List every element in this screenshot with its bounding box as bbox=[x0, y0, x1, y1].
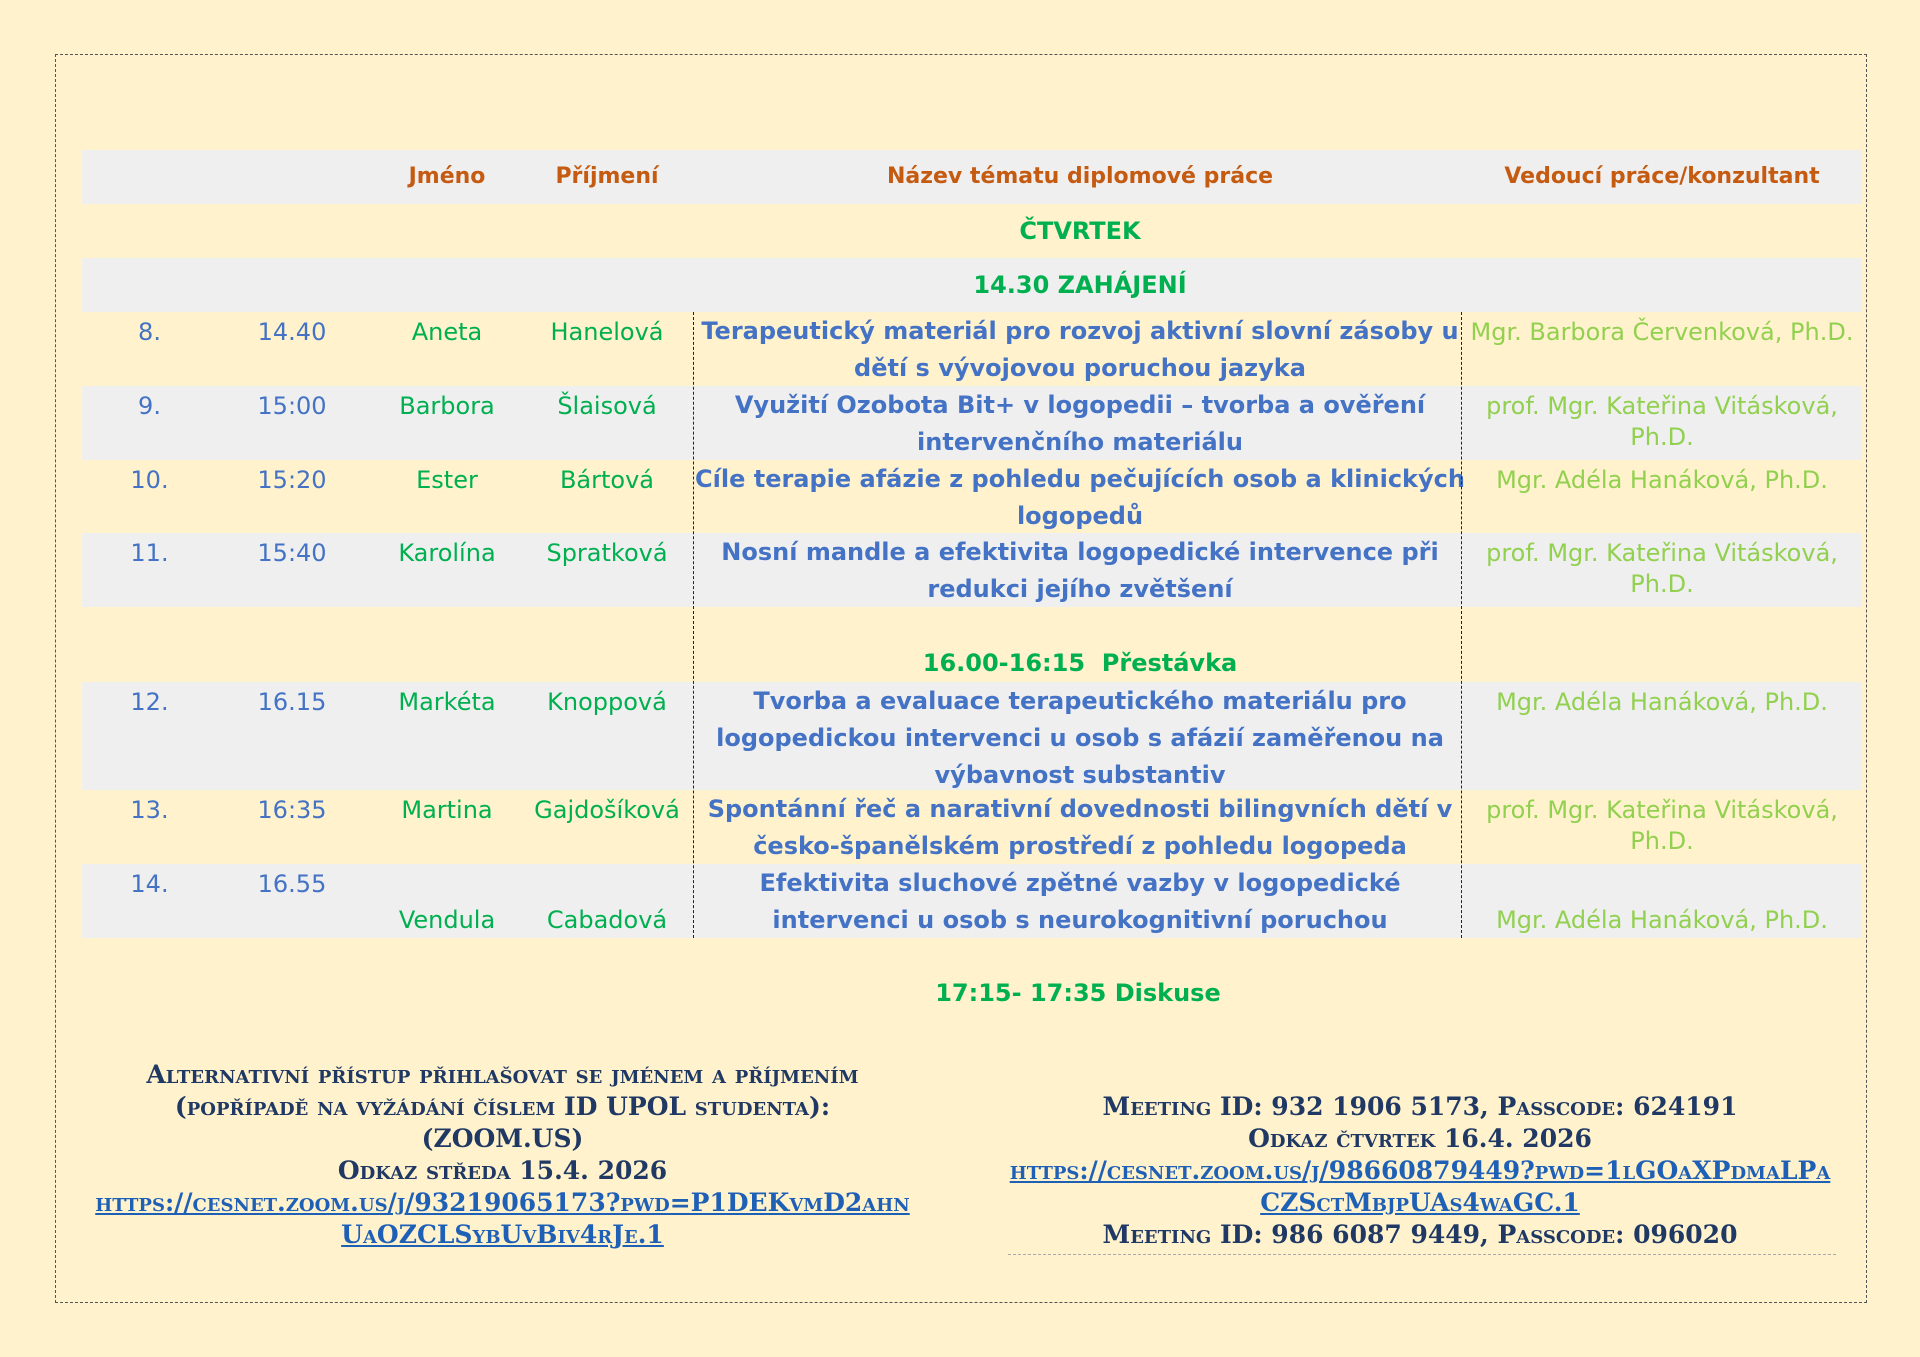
row-first-name: Aneta bbox=[411, 318, 483, 346]
row-topic: Spontánní řeč a narativní dovednosti bilingvních dětí v česko-španělském prostředí z pohledu logopeda bbox=[707, 795, 1453, 860]
row-last-name: Cabadová bbox=[546, 906, 668, 934]
row-number: 12. bbox=[130, 688, 169, 716]
wednesday-link-wrap bbox=[90, 1187, 915, 1251]
row-number: 9. bbox=[138, 392, 161, 420]
row-topic: Terapeutický materiál pro rozvoj aktivní slovní zásoby u dětí s vývojovou poruchou jazyka bbox=[701, 317, 1459, 382]
row-time: 15:00 bbox=[257, 392, 327, 420]
table-row bbox=[82, 386, 1862, 460]
thursday-zoom-link[interactable]: https://cesnet.zoom.us/j/98660879449?pwd=1lGOaXPdmaLPaCZSctMbjpUAs4waGC.1 bbox=[1009, 1156, 1831, 1217]
wednesday-link-label: Odkaz středa 15.4. 2026 bbox=[337, 1156, 668, 1185]
table-row bbox=[82, 682, 1862, 790]
column-divider bbox=[693, 312, 694, 938]
header-first-name: Jméno bbox=[408, 164, 486, 189]
row-topic: Nosní mandle a efektivita logopedické intervence při redukci jejího zvětšení bbox=[721, 538, 1439, 603]
row-supervisor: Mgr. Adéla Hanáková, Ph.D. bbox=[1496, 906, 1828, 934]
row-first-name: Ester bbox=[416, 466, 478, 494]
table-row bbox=[82, 864, 1862, 938]
row-first-name: Markéta bbox=[398, 688, 496, 716]
thursday-link-wrap bbox=[1005, 1155, 1835, 1219]
discussion-label: 17:15- 17:35 Diskuse bbox=[935, 979, 1221, 1007]
break-row bbox=[82, 607, 1862, 682]
row-last-name: Gajdošíková bbox=[534, 796, 680, 824]
row-supervisor: Mgr. Adéla Hanáková, Ph.D. bbox=[1496, 466, 1828, 494]
footer-left bbox=[90, 1059, 915, 1251]
header-supervisor: Vedoucí práce/konzultant bbox=[1504, 164, 1820, 189]
opening-row bbox=[82, 258, 1862, 312]
row-topic: Efektivita sluchové zpětné vazby v logopedické intervenci u osob s neurokognitivní poruchou bbox=[759, 869, 1401, 934]
row-first-name: Barbora bbox=[399, 392, 495, 420]
row-supervisor: prof. Mgr. Kateřina Vitásková, Ph.D. bbox=[1486, 796, 1838, 855]
row-supervisor: Mgr. Barbora Červenková, Ph.D. bbox=[1470, 318, 1854, 346]
thursday-link-label: Odkaz čtvrtek 16.4. 2026 bbox=[1248, 1124, 1592, 1153]
break-text: Přestávka bbox=[1101, 649, 1238, 677]
row-first-name: Karolína bbox=[398, 539, 496, 567]
footer-right bbox=[1005, 1091, 1835, 1251]
day-row bbox=[82, 204, 1862, 258]
day-label: ČTVRTEK bbox=[1019, 217, 1141, 245]
row-topic: Tvorba a evaluace terapeutického materiálu pro logopedickou intervenci u osob s afázií zaměřenou na výbavnost substantiv bbox=[716, 687, 1444, 789]
row-number: 10. bbox=[130, 466, 169, 494]
row-number: 13. bbox=[130, 796, 169, 824]
row-first-name: Martina bbox=[401, 796, 493, 824]
row-last-name: Hanelová bbox=[550, 318, 664, 346]
row-time: 15:20 bbox=[257, 466, 327, 494]
table-row bbox=[82, 533, 1862, 607]
row-time: 14.40 bbox=[257, 318, 327, 346]
header-last-name: Příjmení bbox=[555, 164, 659, 189]
row-last-name: Bártová bbox=[559, 466, 655, 494]
row-time: 15:40 bbox=[257, 539, 327, 567]
row-last-name: Šlaisová bbox=[557, 392, 657, 420]
row-number: 11. bbox=[130, 539, 169, 567]
alt-access-note: (popřípadě na vyžádání číslem ID UPOL studenta): bbox=[174, 1092, 831, 1121]
row-number: 14. bbox=[130, 870, 169, 898]
row-time: 16.55 bbox=[257, 870, 327, 898]
break-time: 16.00-16:15 bbox=[922, 649, 1086, 677]
row-number: 8. bbox=[138, 318, 161, 346]
table-header bbox=[82, 150, 1862, 204]
row-topic: Cíle terapie afázie z pohledu pečujících osob a klinických logopedů bbox=[695, 465, 1465, 530]
column-divider bbox=[1461, 312, 1462, 938]
break-label bbox=[695, 645, 1465, 681]
footer-separator bbox=[1008, 1254, 1836, 1255]
meeting-id-2: Meeting ID: 986 6087 9449, Passcode: 096020 bbox=[1102, 1220, 1738, 1249]
row-time: 16.15 bbox=[257, 688, 327, 716]
row-topic: Využití Ozobota Bit+ v logopedii – tvorba a ověření intervenčního materiálu bbox=[734, 391, 1426, 456]
table-row bbox=[82, 790, 1862, 864]
row-first-name: Vendula bbox=[398, 906, 496, 934]
row-supervisor: Mgr. Adéla Hanáková, Ph.D. bbox=[1496, 688, 1828, 716]
row-time: 16:35 bbox=[257, 796, 327, 824]
row-last-name: Spratková bbox=[546, 539, 668, 567]
meeting-id-1: Meeting ID: 932 1906 5173, Passcode: 624191 bbox=[1102, 1092, 1738, 1121]
zoom-label: (ZOOM.US) bbox=[421, 1124, 584, 1153]
row-supervisor: prof. Mgr. Kateřina Vitásková, Ph.D. bbox=[1486, 392, 1838, 451]
wednesday-zoom-link[interactable]: https://cesnet.zoom.us/j/93219065173?pwd=P1DEKvmD2ahnUaOZCLSybUvBiv4rJe.1 bbox=[95, 1188, 910, 1249]
header-topic: Název tématu diplomové práce bbox=[886, 164, 1274, 189]
alt-access-heading: Alternativní přístup přihlašovat se jménem a příjmením bbox=[146, 1060, 859, 1089]
table-row bbox=[82, 312, 1862, 386]
row-last-name: Knoppová bbox=[547, 688, 667, 716]
row-supervisor: prof. Mgr. Kateřina Vitásková, Ph.D. bbox=[1486, 539, 1838, 598]
opening-label: 14.30 ZAHÁJENÍ bbox=[973, 271, 1187, 299]
table-row bbox=[82, 460, 1862, 533]
